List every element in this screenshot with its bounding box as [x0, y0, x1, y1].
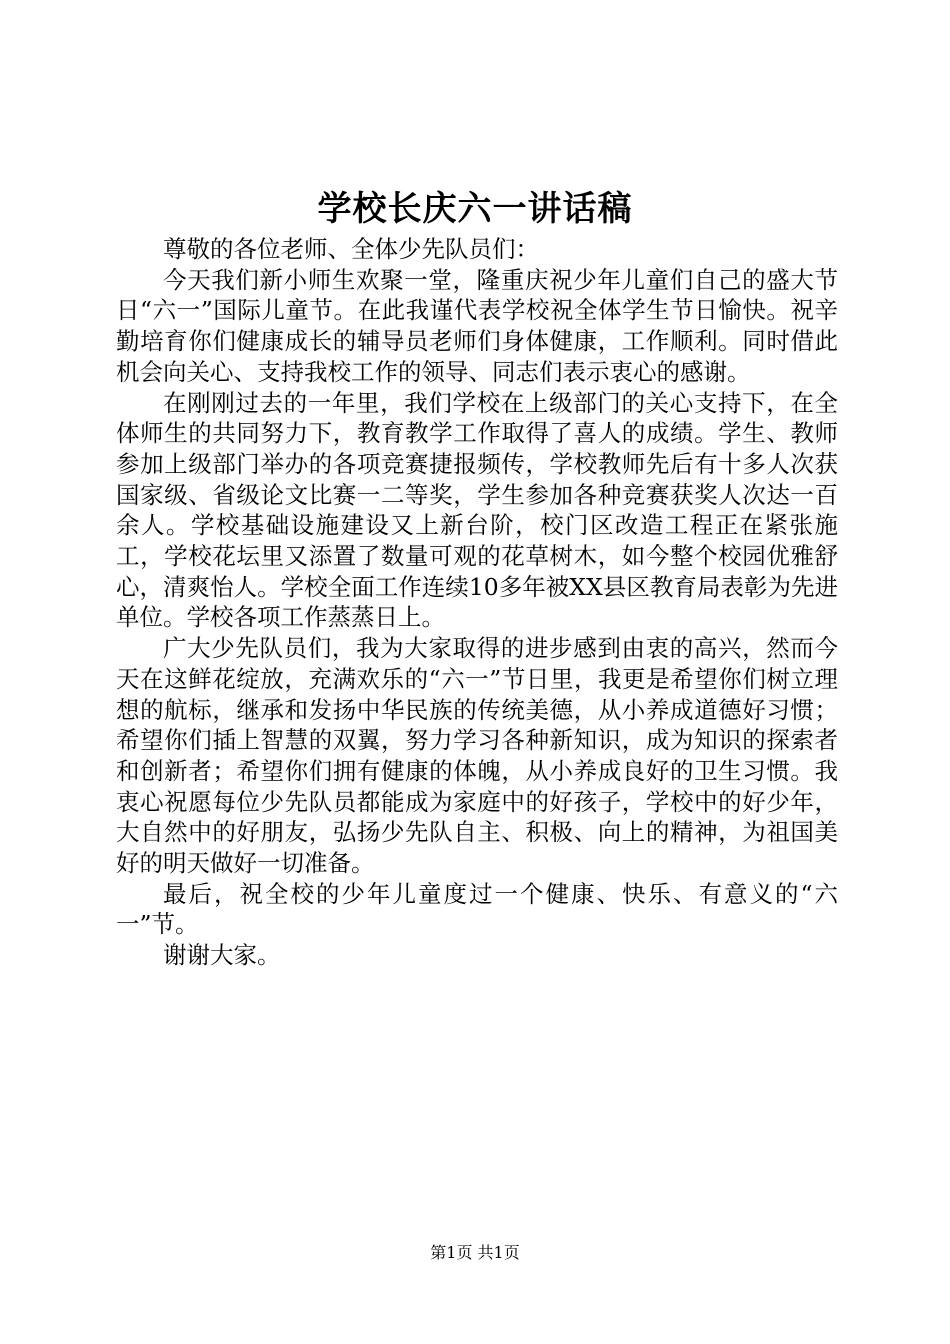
- paragraph-achievements: 在刚刚过去的一年里，我们学校在上级部门的关心支持下，在全体师生的共同努力下，教育教学工作取得了喜人的成绩。学生、教师参加上级部门举办的各项竞赛捷报频传，学校教师先后有十多人次获国家级、省级论文比赛一二等奖，学生参加各种竞赛获奖人次达一百余人。学校基础设施建设又上新台阶，校门区改造工程正在紧张施工，学校花坛里又添置了数量可观的花草树木，如今整个校园优雅舒心，清爽怡人。学校全面工作连续10多年被XX县区教育局表彰为先进单位。学校各项工作蒸蒸日上。: [116, 388, 838, 632]
- paragraph-salutation: 尊敬的各位老师、全体少先队员们：: [163, 235, 539, 263]
- document-title: 学校长庆六一讲话稿: [317, 189, 633, 229]
- paragraph-thanks: 谢谢大家。: [163, 941, 281, 970]
- paragraph-greeting: 今天我们新小师生欢聚一堂，隆重庆祝少年儿童们自己的盛大节日“六一”国际儿童节。在此我谨代表学校祝全体学生节日愉快。祝辛勤培育你们健康成长的辅导员老师们身体健康，工作顺利。同时借此机会向关心、支持我校工作的领导、同志们表示衷心的感谢。: [116, 265, 838, 386]
- paragraph-closing-wish: 最后，祝全校的少年儿童度过一个健康、快乐、有意义的“六一”节。: [116, 879, 838, 939]
- page-footer: 第1页 共1页: [430, 1243, 520, 1262]
- document-body: [116, 234, 838, 971]
- paragraph-hopes: 广大少先队员们，我为大家取得的进步感到由衷的高兴，然而今天在这鲜花绽放，充满欢乐的“六一”节日里，我更是希望你们树立理想的航标，继承和发扬中华民族的传统美德，从小养成道德好习惯；希望你们插上智慧的双翼，努力学习各种新知识，成为知识的探索者和创新者；希望你们拥有健康的体魄，从小养成良好的卫生习惯。我衷心祝愿每位少先队员都能成为家庭中的好孩子，学校中的好少年，大自然中的好朋友，弘扬少先队自主、积极、向上的精神，为祖国美好的明天做好一切准备。: [116, 634, 838, 878]
